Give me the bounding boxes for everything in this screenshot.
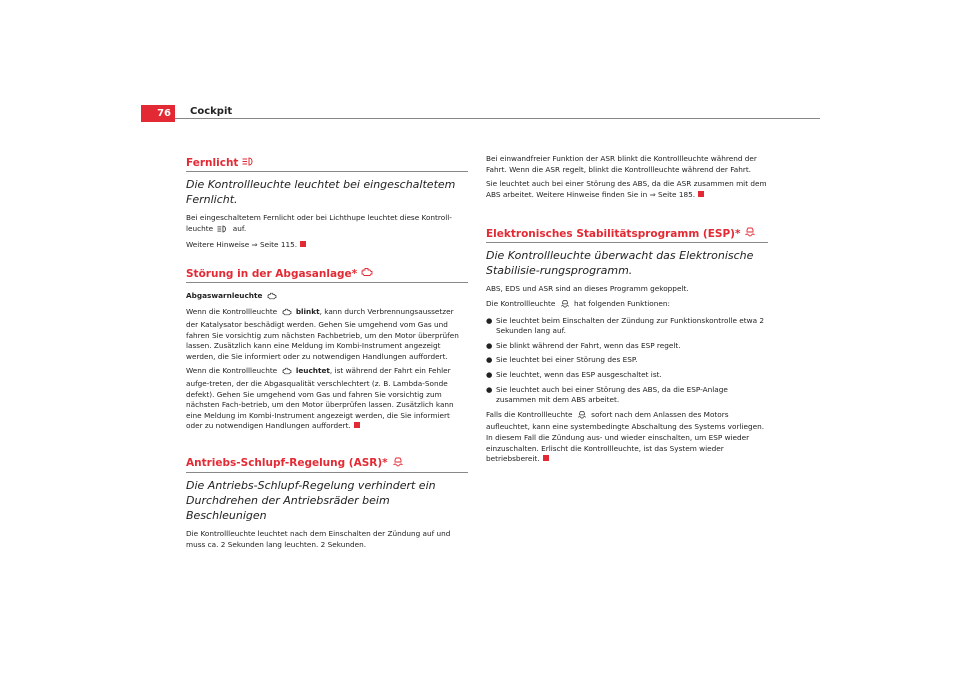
list-item: ● Sie leuchtet bei einer Störung des ESP.: [486, 355, 638, 365]
right-column: [486, 154, 768, 469]
engine-warning-icon: [267, 292, 277, 304]
engine-warning-icon: [282, 367, 292, 379]
section-title-esp: Elektronisches Stabilitätsprogramm (ESP)*: [486, 226, 768, 243]
end-mark-icon: [354, 422, 360, 428]
header-divider: [175, 118, 820, 119]
page-number: 76: [141, 105, 175, 122]
high-beam-icon: [242, 156, 255, 170]
end-mark-icon: [698, 191, 704, 197]
traction-control-icon: [744, 226, 756, 241]
esp-paragraph-3: Falls die Kontrollleuchte sofort nach dem Anlassen des Motors aufleuchtet, kann eine systembedingte Abschaltung des Systems vorliegen. In diesem Fall die Zündung aus- und wieder einschalten, um ESP wieder einzuschalten. Erlischt die Kontrollleuchte, ist das System wieder betriebsbereit.: [486, 409, 765, 464]
section-fernlicht: [186, 156, 468, 251]
section-esp: [486, 226, 768, 464]
end-mark-icon: [300, 241, 306, 247]
section-abgas: [186, 267, 468, 432]
page-header-title: Cockpit: [190, 106, 233, 117]
traction-control-icon: [577, 410, 587, 423]
traction-control-icon: [560, 299, 570, 312]
list-item: ● Sie leuchtet auch bei einer Störung des ABS, da die ESP-Anlage zusammen mit dem ABS arbeitet.: [486, 384, 728, 405]
page-ref-arrow[interactable]: ⇒: [649, 189, 656, 199]
esp-paragraph-2: Die Kontrollleuchte hat folgenden Funktionen:: [486, 299, 768, 312]
section-title-asr: Antriebs-Schlupf-Regelung (ASR)*: [186, 456, 468, 473]
page-ref-link[interactable]: Seite 185.: [658, 189, 696, 199]
bullet-icon: ●: [486, 315, 493, 325]
section-title-abgas: Störung in der Abgasanlage*: [186, 267, 468, 283]
engine-warning-icon: [361, 267, 373, 281]
bullet-icon: ●: [486, 369, 493, 379]
page-ref-arrow[interactable]: ⇒: [251, 240, 258, 250]
page-ref-link[interactable]: Seite 115.: [260, 240, 298, 250]
section-subtitle-esp: Die Kontrollleuchte überwacht das Elektronische Stabilisie-rungsprogramm.: [486, 249, 754, 278]
esp-paragraph-1: ABS, EDS und ASR sind an dieses Programm gekoppelt.: [486, 284, 689, 294]
section-asr: [186, 456, 468, 550]
list-item: ● Sie leuchtet beim Einschalten der Zündung zur Funktionskontrolle etwa 2 Sekunden lang auf.: [486, 315, 765, 336]
abgas-label-line: Abgaswarnleuchte: [186, 291, 468, 304]
traction-control-icon: [392, 456, 404, 471]
bullet-icon: ●: [486, 355, 493, 365]
list-item: ● Sie blinkt während der Fahrt, wenn das ESP regelt.: [486, 340, 681, 350]
fernlicht-paragraph-1: Bei eingeschaltetem Fernlicht oder bei Lichthupe leuchtet diese Kontroll- leuchte auf.: [186, 213, 468, 236]
section-subtitle-asr: Die Antriebs-Schlupf-Regelung verhindert ein Durchdrehen der Antriebsräder beim Beschleunigen: [186, 478, 436, 522]
bullet-icon: ●: [486, 340, 493, 350]
end-mark-icon: [543, 455, 549, 461]
section-asr-continued: [486, 154, 768, 200]
bullet-icon: ●: [486, 384, 493, 394]
fernlicht-paragraph-2: Weitere Hinweise ⇒ Seite 115.: [186, 240, 468, 251]
engine-warning-icon: [282, 308, 292, 320]
esp-bullet-list: [486, 316, 768, 406]
asr-cont-paragraph-2: Sie leuchtet auch bei einer Störung des ABS, da die ASR zusammen mit dem ABS arbeitet. Weitere Hinweise finden Sie in ⇒ Seite 185.: [486, 179, 767, 199]
high-beam-icon: [217, 225, 228, 237]
abgas-paragraph-2: Wenn die Kontrollleuchte leuchtet, ist während der Fahrt ein Fehler aufge-treten, der die Abgasqualität verschlechtert (z. B. Lambda-Sonde defekt). Gehen Sie umgehend vom Gas und fahren Sie vorsichtig zum nächsten Fach-betrieb, um den Motor überprüfen lassen. Zusätzlich kann eine Meldung im Kombi-Instrument angezeigt werden, die Sie informiert oder zu notwendigen Handlungen auffordert.: [186, 366, 454, 431]
left-column: [186, 156, 468, 554]
section-subtitle-fernlicht: Die Kontrollleuchte leuchtet bei eingeschaltetem Fernlicht.: [186, 178, 456, 206]
list-item: ● Sie leuchtet, wenn das ESP ausgeschaltet ist.: [486, 369, 662, 379]
asr-paragraph-1: Die Kontrollleuchte leuchtet nach dem Einschalten der Zündung auf und muss ca. 2 Sekunden lang leuchten. 2 Sekunden.: [186, 528, 451, 549]
abgas-paragraph-1: Wenn die Kontrollleuchte blinkt, kann durch Verbrennungsaussetzer der Katalysator beschädigt werden. Gehen Sie umgehend vom Gas und fahren Sie vorsichtig zum nächsten Fachbetrieb, um den Motor überprüfen lassen. Zusätzlich kann eine Meldung im Kombi-Instrument angezeigt werden, die Sie informiert oder zu notwendigen Handlungen auffordert.: [186, 307, 459, 361]
section-title-fernlicht: Fernlicht: [186, 156, 468, 172]
asr-cont-paragraph-1: Bei einwandfreier Funktion der ASR blinkt die Kontrollleuchte während der Fahrt. Wenn die ASR regelt, blinkt die Kontrollleuchte während der Fahrt.: [486, 154, 757, 174]
